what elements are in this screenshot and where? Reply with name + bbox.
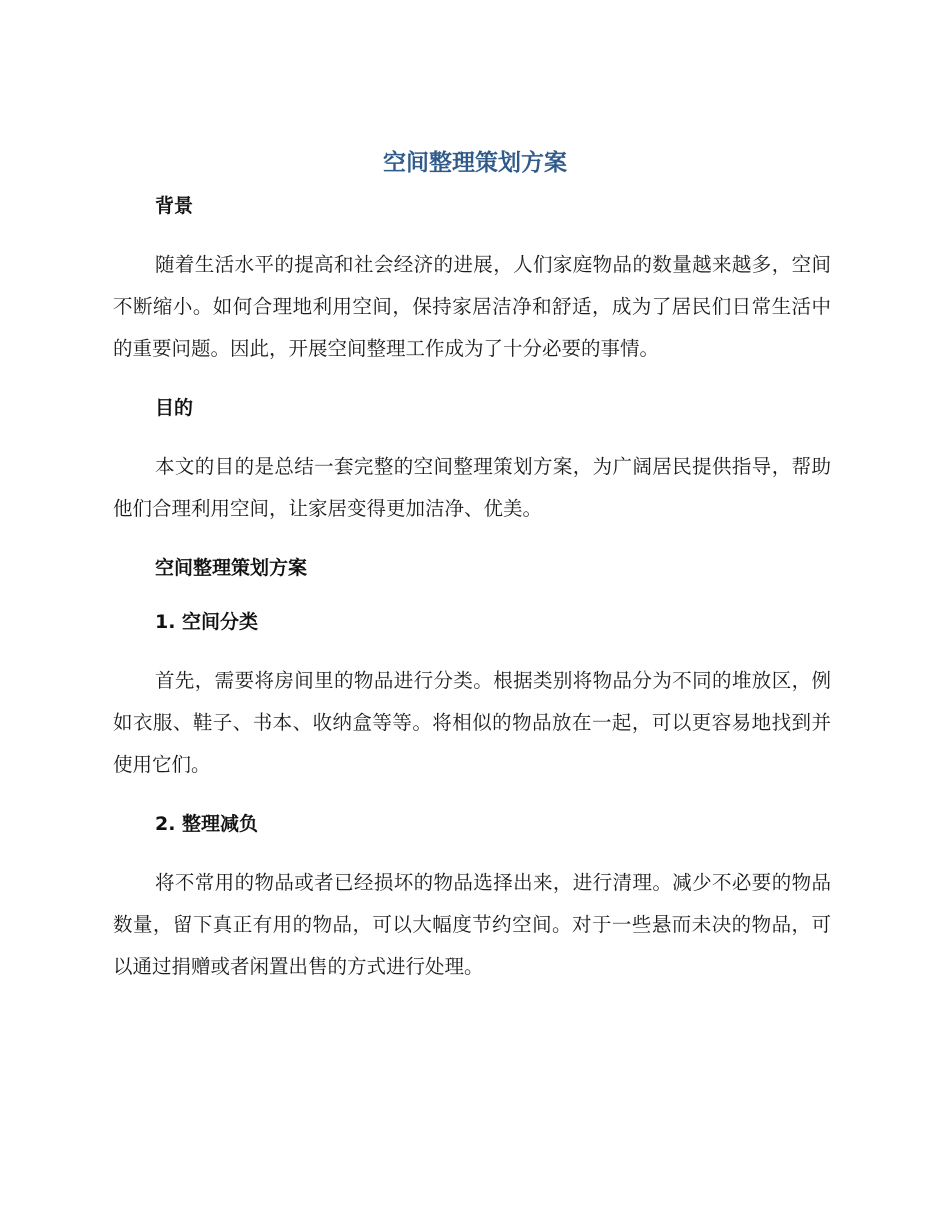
subsection-heading-step1: 1. 空间分类 <box>155 611 259 633</box>
document-title: 空间整理策划方案 <box>383 150 567 176</box>
document-body <box>113 186 831 988</box>
paragraph-purpose: 本文的目的是总结一套完整的空间整理策划方案，为广阔居民提供指导，帮助他们合理利用空间，让家居变得更加洁净、优美。 <box>113 455 831 520</box>
section-heading-background: 背景 <box>155 195 194 217</box>
section-heading-purpose: 目的 <box>155 397 194 419</box>
section-heading-plan: 空间整理策划方案 <box>155 557 308 579</box>
paragraph-step2: 将不常用的物品或者已经损坏的物品选择出来，进行清理。减少不必要的物品数量，留下真正有用的物品，可以大幅度节约空间。对于一些悬而未决的物品，可以通过捐赠或者闲置出售的方式进行处理。 <box>113 871 831 978</box>
paragraph-background: 随着生活水平的提高和社会经济的进展，人们家庭物品的数量越来越多，空间不断缩小。如何合理地利用空间，保持家居洁净和舒适，成为了居民们日常生活中的重要问题。因此，开展空间整理工作成为了十分必要的事情。 <box>113 253 831 360</box>
paragraph-step1: 首先，需要将房间里的物品进行分类。根据类别将物品分为不同的堆放区，例如衣服、鞋子、书本、收纳盒等等。将相似的物品放在一起，可以更容易地找到并使用它们。 <box>113 669 831 776</box>
subsection-heading-step2: 2. 整理减负 <box>155 813 259 835</box>
